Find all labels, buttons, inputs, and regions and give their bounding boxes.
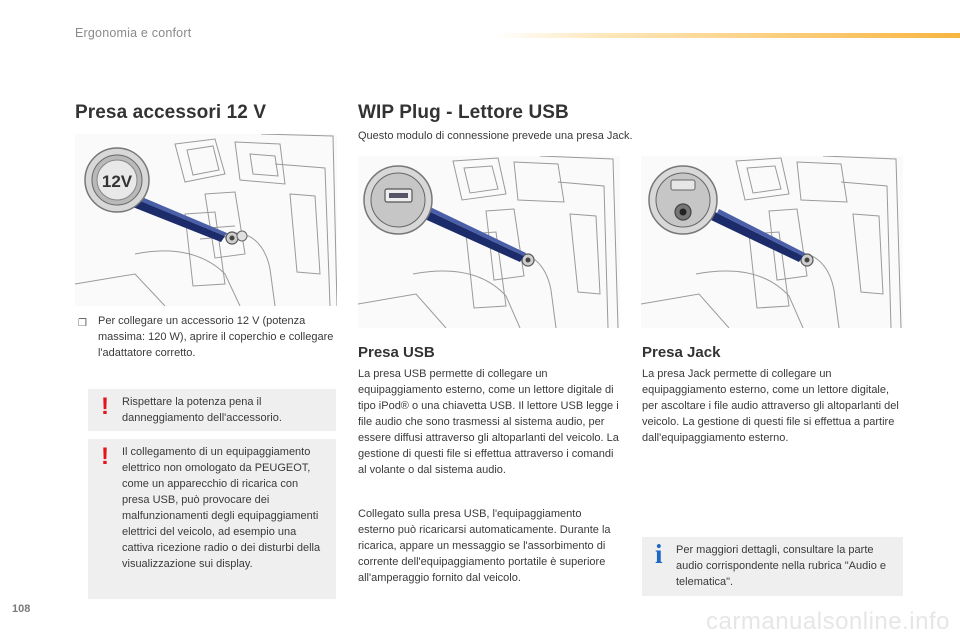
warning-box-power bbox=[88, 389, 336, 431]
warning-text-power: Rispettare la potenza pena il danneggiamento dell'accessorio. bbox=[122, 396, 282, 424]
section-title-12v-socket: Presa accessori 12 V bbox=[75, 102, 267, 123]
illustration-12v-socket bbox=[75, 134, 337, 306]
socket-12v-label: 12V bbox=[101, 172, 133, 191]
info-icon: i bbox=[655, 539, 663, 569]
info-text-audio: Per maggiori dettagli, consultare la parte audio corrispondente nella rubrica "Audio e telematica". bbox=[676, 544, 886, 588]
warning-icon: ! bbox=[101, 443, 109, 470]
section-title-wip-plug: WIP Plug - Lettore USB bbox=[358, 102, 569, 123]
warning-icon: ! bbox=[101, 393, 109, 420]
intro-text: Questo modulo di connessione prevede una presa Jack. bbox=[358, 130, 633, 142]
subsection-title-jack: Presa Jack bbox=[642, 344, 721, 361]
usb-text-2: Collegato sulla presa USB, l'equipaggiamento esterno può ricaricarsi automaticamente. Durante la ricarica, appare un messaggio se l'assorbimento di corrente dell'equipaggiamento portatile è superiore all'amperaggio fornito dal veicolo. bbox=[358, 508, 611, 584]
warning-text-non-approved: Il collegamento di un equipaggiamento elettrico non omologato da PEUGEOT, come un apparecchio di ricarica con presa USB, può provocare dei malfunzionamenti degli equipaggiamenti elettrici del veicolo, ad esempio una cattiva ricezione radio o dei disturbi della visualizzazione sui display. bbox=[122, 446, 321, 570]
illustration-jack-socket bbox=[641, 156, 903, 328]
instruction-12v: Per collegare un accessorio 12 V (potenza massima: 120 W), aprire il coperchio e collegare l'adattatore corretto. bbox=[98, 315, 334, 359]
warning-box-non-approved bbox=[88, 439, 336, 599]
subsection-title-usb: Presa USB bbox=[358, 344, 435, 361]
bullet-marker: ❒ bbox=[78, 318, 87, 329]
illustration-usb-socket bbox=[358, 156, 620, 328]
watermark: carmanualsonline.info bbox=[706, 608, 950, 635]
header-accent-bar bbox=[495, 33, 960, 38]
section-header: Ergonomia e confort bbox=[75, 26, 192, 40]
info-box-audio bbox=[642, 537, 903, 596]
usb-text-1: La presa USB permette di collegare un equipaggiamento esterno, come un lettore digitale di tipo iPod® o una chiavetta USB. Il lettore USB legge i file audio che sono trasmessi al sistema audio, per essere diffusi attraverso gli altoparlanti del veicolo. La gestione di questi file si effettua attraverso i comandi al volante o dal sistema audio. bbox=[358, 368, 619, 476]
page-number: 108 bbox=[12, 603, 31, 615]
jack-text: La presa Jack permette di collegare un equipaggiamento esterno, come un lettore digitale, per ascoltare i file audio attraverso gli altoparlanti del veicolo. La gestione di questi file si effettua a partire dall'equipaggiamento esterno. bbox=[642, 368, 899, 444]
